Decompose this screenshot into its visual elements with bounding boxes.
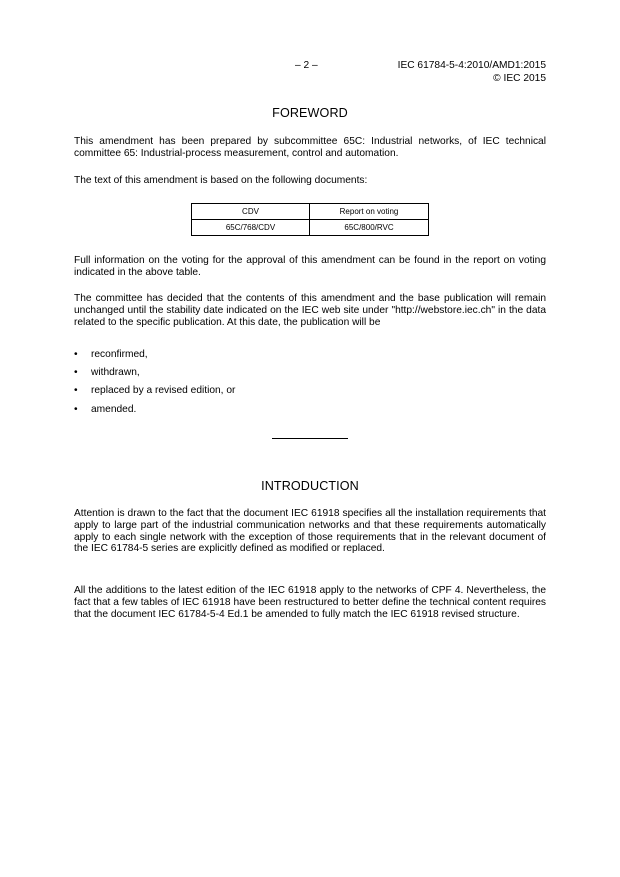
list-item-text: replaced by a revised edition, or <box>91 385 236 397</box>
table-header-row <box>192 204 429 220</box>
document-id: IEC 61784-5-4:2010/AMD1:2015 <box>397 60 546 71</box>
voting-documents-table <box>191 203 429 236</box>
introduction-paragraph-2: All the additions to the latest edition of the IEC 61918 apply to the networks of CPF 4. Nevertheless, the fact that a few tables of IEC 61918 have been restructured to better define the technical content requires that the document IEC 61784-5-4 Ed.1 be amended to fully match the IEC 61918 revised structure. <box>74 585 546 620</box>
table-cell: 65C/768/CDV <box>192 220 310 236</box>
page-number: – 2 – <box>295 60 318 71</box>
table-row <box>192 220 429 236</box>
foreword-paragraph-2: The text of this amendment is based on the following documents: <box>74 175 368 186</box>
list-item-text: reconfirmed, <box>91 349 148 360</box>
foreword-paragraph-3: Full information on the voting for the approval of this amendment can be found in the report on voting indicated in the above table. <box>74 255 546 278</box>
bullet-icon: • <box>74 367 78 379</box>
table-header-cell: CDV <box>192 204 310 220</box>
table-cell: 65C/800/RVC <box>310 220 429 236</box>
introduction-title: INTRODUCTION <box>261 479 359 493</box>
foreword-title: FOREWORD <box>272 106 348 120</box>
copyright-notice: © IEC 2015 <box>493 72 546 84</box>
list-item-text: withdrawn, <box>91 367 140 379</box>
introduction-paragraph-1: Attention is drawn to the fact that the document IEC 61918 specifies all the installation requirements that apply to large part of the industrial communication networks and that these requirements automatically apply to each single network with the exception of those requirements that in the relevant document of the IEC 61784-5 series are explicitly defined as modified or replaced. <box>74 508 546 555</box>
list-item-text: amended. <box>91 403 137 415</box>
bullet-icon: • <box>74 385 78 397</box>
foreword-paragraph-4: The committee has decided that the contents of this amendment and the base publication will remain unchanged until the stability date indicated on the IEC web site under "http://webstore.iec.ch" in the data related to the specific publication. At this date, the publication will be <box>74 293 546 328</box>
section-divider <box>272 438 348 439</box>
foreword-paragraph-1: This amendment has been prepared by subcommittee 65C: Industrial networks, of IEC technical committee 65: Industrial-process measurement, control and automation. <box>74 136 546 159</box>
document-header <box>398 60 546 85</box>
bullet-icon: • <box>74 403 78 415</box>
table-header-cell: Report on voting <box>310 204 429 220</box>
bullet-icon: • <box>74 349 78 360</box>
